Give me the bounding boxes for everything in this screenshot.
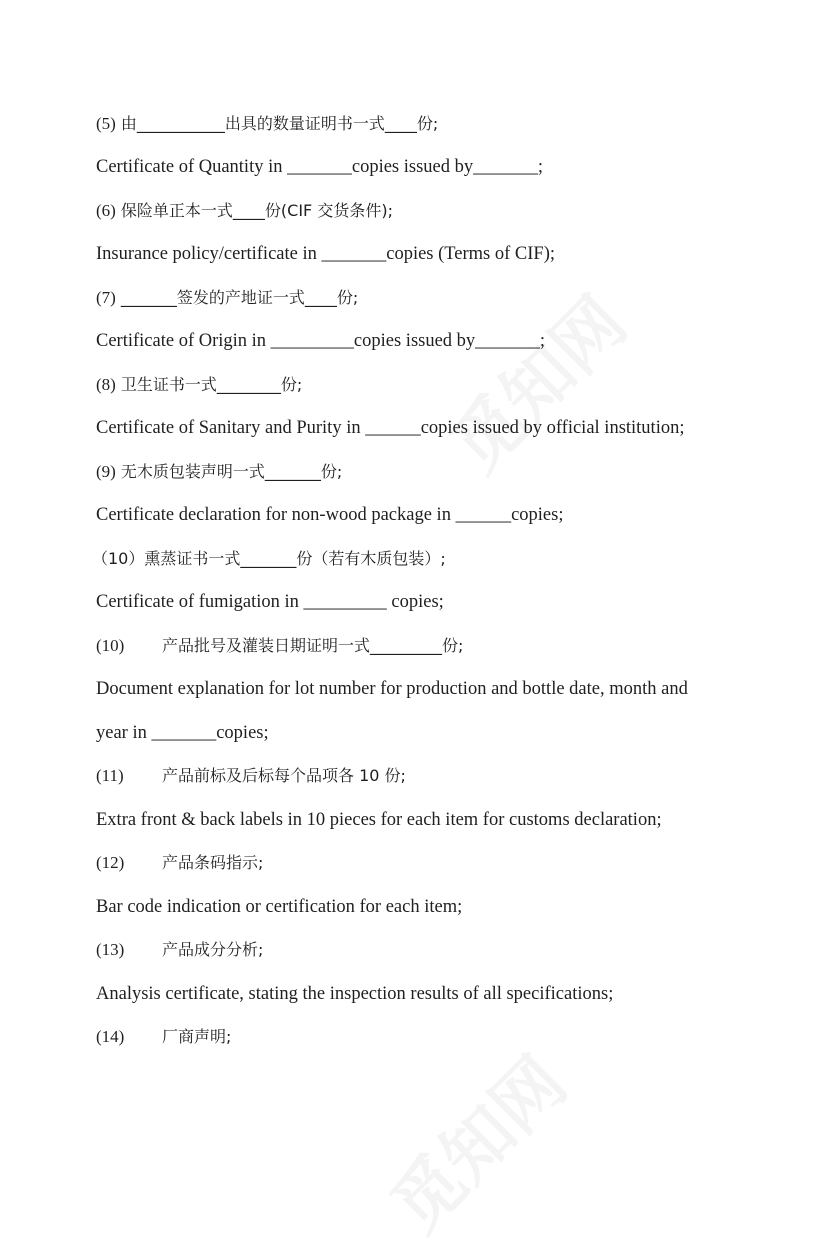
doc-line-en: Document explanation for lot number for production and bottle date, month and [96,679,688,699]
line-text: 无木质包装声明一式_______份; [115,462,343,481]
doc-line-cn [96,373,302,397]
doc-line-en: Certificate of Sanitary and Purity in ______copies issued by official institution; [96,418,685,438]
watermark [365,1031,585,1250]
doc-line-en: Certificate of Quantity in _______copies issued by_______; [96,157,544,177]
doc-line-cn [96,764,406,788]
line-text: （10）熏蒸证书一式_______份（若有木质包装）; [92,549,446,568]
doc-line-en: Certificate declaration for non-wood package in ______copies; [96,505,564,525]
line-text: 产品前标及后标每个品项各 10 份; [162,766,406,785]
item-number: (14) [96,1027,125,1046]
item-number: (13) [96,940,125,959]
doc-line-en: year in _______copies; [96,723,269,743]
item-number: (11) [96,766,124,785]
doc-line-en: Insurance policy/certificate in _______copies (Terms of CIF); [96,244,556,264]
item-number: (5) [96,114,116,133]
item-number: (8) [96,375,116,394]
line-text: 卫生证书一式________份; [115,375,303,394]
doc-line-cn [96,851,263,875]
item-number: (12) [96,853,125,872]
doc-line-en: Certificate of fumigation in _________ copies; [96,592,444,612]
line-text: 产品批号及灌装日期证明一式_________份; [162,636,464,655]
doc-line-cn [96,1025,231,1049]
doc-line-cn [96,938,263,962]
doc-line-en: Analysis certificate, stating the inspection results of all specifications; [96,984,614,1004]
line-text: 保险单正本一式____份(CIF 交货条件); [115,201,393,220]
line-text: 由___________出具的数量证明书一式____份; [115,114,439,133]
doc-line-cn [96,634,463,658]
watermark [425,271,645,491]
doc-line-cn [96,199,393,223]
line-text: 厂商声明; [162,1027,232,1046]
line-text: 产品条码指示; [162,853,264,872]
line-text: _______签发的产地证一式____份; [115,288,359,307]
item-number: (7) [96,288,116,307]
doc-line-en: Bar code indication or certification for each item; [96,897,463,917]
item-number: (6) [96,201,116,220]
doc-line-cn [96,460,342,484]
item-number: (9) [96,462,116,481]
item-number: (10) [96,636,125,655]
doc-line-cn [96,112,438,136]
doc-line-en: Certificate of Origin in _________copies issued by_______; [96,331,546,351]
line-text: 产品成分分析; [162,940,264,959]
doc-line-en: Extra front & back labels in 10 pieces for each item for customs declaration; [96,810,662,830]
doc-line-cn [92,547,446,571]
doc-line-cn [96,286,358,310]
